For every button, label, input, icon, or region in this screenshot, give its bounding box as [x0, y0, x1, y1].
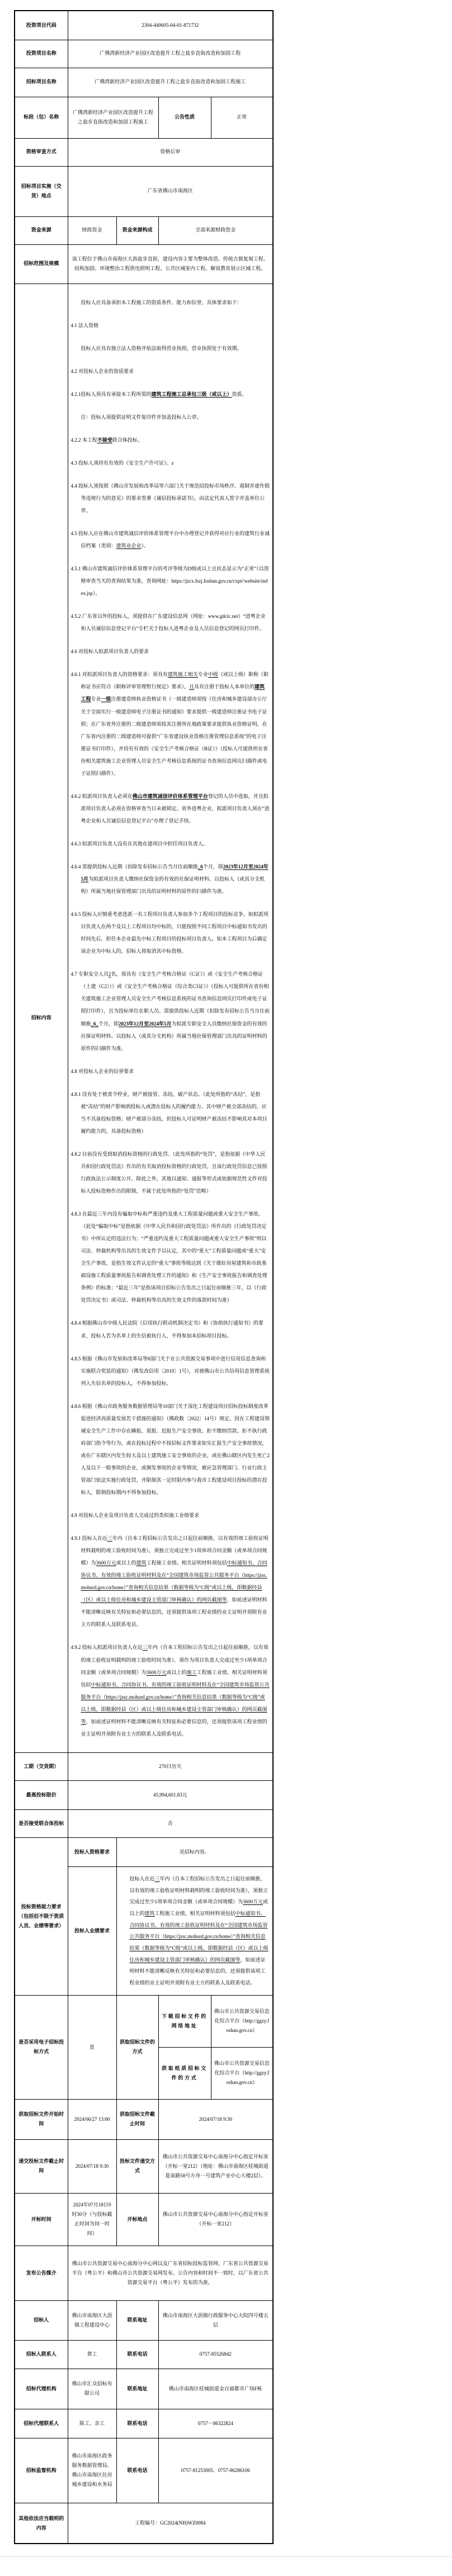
qualification-review-label: 资格审查方式 — [15, 138, 68, 166]
tenderer-contact-value: 黄工 — [68, 2340, 116, 2369]
doc-download-label: 下载招标文件的网络地址 — [158, 1995, 211, 2047]
agency-address-value: 佛山市南海区桂城街道金百福都市广场F栋 — [158, 2369, 273, 2409]
qualification-review-value: 资格后审 — [68, 138, 273, 166]
row-section-name — [15, 97, 273, 138]
agency-address-label: 联系地址 — [116, 2369, 158, 2409]
consortium-value: 否 — [68, 1809, 273, 1837]
bidder-qualification-label: 投标人资格要求 — [68, 1837, 116, 1866]
other-value: 工程编号：GC2024(NH)WZ0084 — [68, 2503, 273, 2544]
doc-method-label: 获取招标文件的方式 — [116, 1995, 158, 2099]
qualification-ability-label: 投标资格能力要求（包括但不限于资质人员、业绩等要求） — [15, 1837, 68, 1995]
scope-label: 招标范围及规模 — [15, 244, 68, 283]
e-bidding-value: 是 — [68, 1995, 116, 2099]
bid-opening-time-value: 2024年07月18日9时30分（与投标截止时间为同一时间） — [68, 2193, 116, 2246]
notice-nature-label: 公告性质 — [158, 97, 211, 138]
investment-code-value: 2304-440605-04-01-871732 — [68, 11, 273, 40]
row-doc-time — [15, 2099, 273, 2139]
row-e-bidding — [15, 1995, 273, 2047]
section-name-label: 标段（包）名称 — [15, 97, 68, 138]
row-agency — [15, 2369, 273, 2409]
duration-label: 工期（交货期） — [15, 1752, 68, 1780]
row-media — [15, 2246, 273, 2300]
doc-download-value: 佛山市公共资源交易信息化综合平台（http://ggzy.foshan.gov.cn） — [211, 1995, 273, 2047]
row-investment-code — [15, 11, 273, 40]
section-name-value: 广佛湾新经济产业园区改造提升工程之盐步直街改造和加固工程施工 — [68, 97, 158, 138]
investment-code-label: 投资项目代码 — [15, 11, 68, 40]
media-value: 佛山市公共资源交易中心南海分中心网以及广东省招标投标监管网、广东省公共资源交易平台（粤公平）和佛山市公共资源交易网发布。公告内容和时间不一致时，以广东省公共资源交易平台（粤公平）发布的为准。 — [68, 2246, 273, 2300]
agency-value: 佛山市汇众招标有限公司 — [68, 2369, 116, 2409]
row-bid-opening — [15, 2193, 273, 2246]
row-supervisor — [15, 2438, 273, 2503]
row-qualification-review — [15, 138, 273, 166]
row-location — [15, 166, 273, 216]
row-tender-content — [15, 283, 273, 1752]
submit-deadline-value: 2024/07/18 9:30 — [68, 2139, 116, 2193]
doc-start-value: 2024/06/27 13:00 — [68, 2099, 116, 2139]
row-agency-contact — [15, 2409, 273, 2438]
agency-phone-value: 0757－86322824 — [158, 2409, 273, 2438]
bid-opening-place-value: 佛山市公共资源交易中心南海分中心指定开标室（开标一室212） — [158, 2193, 273, 2246]
bidder-performance-value: 投标人在近三年内（自本工程招标公告发出之日起往前顺推，以有效的竣工验收证明材料载明的竣工验收时间为准），须独立完成过至少1项单项合同金额（或单项合同规模）为3600万元或以上的建筑工程施工业绩。相关证明材料须包括中标通知书、合同协议书、有效的竣工验收证明材料及在“全国建筑市场监管公共服务平台（https://jzsc.mohurd.gov.cn/home）”查询相关信息结果（数据等级为“C级”或以上级，即数据经县（区）或以上级住房和城乡建设主管部门审核确认）的网页截图等，如前述证明材料不能清晰反映有关特征和必要信息的，还须提供该项工程业绩的业主证明并须附有业主方的联系人及联系电话。 — [116, 1866, 273, 1995]
other-label: 其他依法应当载明的内容 — [15, 2503, 68, 2544]
bid-opening-place-label: 开标地点 — [116, 2193, 158, 2246]
tenderer-value: 佛山市南海区大沥镇工程建设中心 — [68, 2300, 116, 2340]
bidder-qualification-value: 见招标内容。 — [116, 1837, 273, 1866]
bid-opening-time-label: 开标时间 — [15, 2193, 68, 2246]
supervisor-value: 佛山市南海区政务服务数据管理局、佛山市南海区住房城乡建设和水务局 — [68, 2438, 116, 2503]
row-consortium — [15, 1809, 273, 1837]
row-submit-deadline — [15, 2139, 273, 2193]
agency-label: 招标代理机构 — [15, 2369, 68, 2409]
tender-name-value: 广佛湾新经济产业园区改造提升工程之盐步直街改造和加固工程施工 — [68, 68, 273, 97]
submit-method-label: 投标文件递交方式 — [116, 2139, 158, 2193]
page-bottom-separator — [0, 2556, 452, 2565]
row-max-price — [15, 1780, 273, 1809]
funding-value: 财政资金 — [68, 216, 116, 244]
investment-name-label: 投资项目名称 — [15, 40, 68, 68]
scope-value: 该工程位于佛山市南海区大沥盐步直街，建设内容主要为整体改造、传统古貌复刻工程、结构加固、环境整治工程供电照明工程、公共区域室内工程、解说教育展示区域工程。 — [68, 244, 273, 283]
submit-method-value: 佛山市公共资源交易中心南海分中心指定开标室（开标一室212）（地址：佛山市南海区桂城街道夏南路58号方舟一号建筑产业中心大楼2层）。 — [158, 2139, 273, 2193]
tender-name-label: 招标项目名称 — [15, 68, 68, 97]
tenderer-contact-label: 招标人联系人 — [15, 2340, 68, 2369]
investment-name-value: 广佛湾新经济产业园区改造提升工程之盐步直街改造和加固工程 — [68, 40, 273, 68]
doc-paper-value: 佛山市公共资源交易信息化综合平台（http://ggzy.foshan.gov.cn） — [211, 2047, 273, 2099]
location-label: 招标项目实施（交货）地点 — [15, 166, 68, 216]
row-funding — [15, 216, 273, 244]
funding-composition-value: 全部来源财政资金 — [158, 216, 273, 244]
doc-deadline-value: 2024/07/18 9:30 — [158, 2099, 273, 2139]
funding-label: 资金来源 — [15, 216, 68, 244]
funding-composition-label: 资金来源构成 — [116, 216, 158, 244]
supervisor-phone-label: 联系电话 — [116, 2438, 158, 2503]
tender-content-label: 招标内容 — [15, 283, 68, 1752]
supervisor-label: 招标监督机构 — [15, 2438, 68, 2503]
row-tender-name — [15, 68, 273, 97]
tenderer-phone-label: 联系电话 — [116, 2340, 158, 2369]
duration-value: 270日历天 — [68, 1752, 273, 1780]
location-value: 广东省佛山市南海区 — [68, 166, 273, 216]
tenderer-label: 招标人 — [15, 2300, 68, 2340]
consortium-label: 是否接受联合体投标 — [15, 1809, 68, 1837]
row-tenderer — [15, 2300, 273, 2340]
row-duration — [15, 1752, 273, 1780]
notice-nature-value: 正常 — [211, 97, 273, 138]
bidder-performance-label: 投标人业绩要求 — [68, 1866, 116, 1995]
tender-content-value: 投标人应具备承担本工程施工的资质条件、能力和信誉，具体要求如下： 4.1 法人资格 投标人应具有独立法人资格并依法取得营业执照，营业执照处于有效期。 4.2 对投标人企业的资质要求 4.2.1投标人须具有承接本工程所需的建筑工程施工总承包三级（或以上）资质。 注：投标人须提供证明文件复印件并加盖投标人公章。 4.2.2 本工程不接受联合体投标。 4.3 投标人须持有有效的《安全生产许可证》。z 4.4 投标人须按照《佛山市发展和改革局等六部门关于规范招投标市场秩序、遏制弄虚作假等违规行为的意见》的要求签署《诚信投标承诺书》，由法定代表人签字并盖单位公章。 4.5 投标人应在佛山市建筑诚信评价体系管理平台中办理登记并获得对应行业的建筑行业诚信档案（类别：建筑业企业）。 4.5.1 佛山市建筑诚信评价体系管理平台的考评等级为D级或以上且状态显示为“正常”（以资格审查当天的查询结果为准，查询网址：https://jzcx.fszj.foshan.gov.cn/cxpt//website/index.jsp）。 4.5.2 广东省以外的投标人，须提供在广东建设信息网（网址：www.gdcic.net）“进粤企业和人员诚信信息登记平台”专栏关于投标人进粤企业及人员信息登记的网页打印件。 4.6 对投标人拟派项目负责人的要求 4.6.1 对拟派项目负责人的资格要求：须具有建筑施工相关专业中级（或以上级）职称（职称证书应符合《职称评审管理暂行规定》要求），且具有注册于投标人本单位的建筑工程专业一级注册建造师执业资格证书（一级建造师须按《住房和城乡建设部办公厅关于全面实行一级建造师电子注册证书的通知》要求提供一级建造师注册证书电子证照；在广东省外注册的二级建造师须按其注册所在地政策要求提供执业资格证明，在广东省内注册的二级建造师可提供“广东省建设执业资格注册管理信息系统”的电子注册证书打印件），并持有有效的《安全生产考核合格证（B证）》（投标人可提供所在省份相关建筑施工企业管理人员安全生产考核信息系统的证书查询信息网页扫描件或电子证照扫描件）。 4.6.2 拟派项目负责人必须在佛山市建筑诚信评价体系管理平台登记的人员中选取，并且拟派项目负责人必须在资格审查当日未被锁定。省外进粤企业，拟派项目负责人须在“进粤企业和人员诚信信息登记平台”办理了登记手续。 4.6.3 拟派项目负责人没有在其他在建项目中担任项目负责人。 4.6.4 需提供投标人近期（扣除发布招标公告当月往前顺推_6个月，即2023年12月至2024年5月为拟派项目负责人缴纳社保资金的有效的社保证明材料。以投标人（或其分支机构）所属当地社保管理部门出具的证明材料的原件的扫描件为准。 4.6.5 投标人应慎重考虑选派一名工程项目负责人参加多个工程项目的投标竞争，如拟派项目负责人在两个及以上工程项目均中标的，只能按照不同工程项目中标通知书发出的时间先后，担任本企业最先中标工程项目的投标项目负责人。如本工程项目为后确定该企业为中标人的，招标人将取消其中标资格。 4.7 专职安全人员2名，须具有《安全生产考核合格证（C证）》或《安全生产考核合格证（土建（C2））》或《安全生产考核合格证（综合类C3证）》（投标人可提供所在省份相关建筑施工企业管理人员安全生产考核信息系统的证书查询信息网页打印件或电子证照打印件），且为投标单位在职人员。需提供投标人近期（扣除发布招标公告当月往前顺推_6_个月，即2023年12月至2024年5月为拟派专职安全人员缴纳社保资金的有效的社保证明材料。以投标人（或其分支机构）所属当地社保管理部门出具的证明材料的原件的扫描件为准。 4.8 对投标人企业的信誉要求 4.8.1 没有处于被责令停业，财产被接管、冻结，破产状态。（此处所指的“冻结”，是指被“冻结”的财产影响到投标人或潜在投标人的履约能力。其中财产被全部冻结的，应当不具备投标资格；财产被部分冻结，但投标人可证明财产被冻结不影响其对本项目履约能力的，具备投标资格） 4.8.2 目前没有受到取消投标资格的行政处罚。（此处所指的“处罚”，是指依据《中华人民共和国行政处罚法》作出的有关取消投标资格的行政处罚，且该行政处罚信息已按照行政执法公示制度公开，除此之外，其他以通知、通报等形式或依据规范性文件对投标人投标资格作出的限制，不属于此处所指的“处罚”范畴） 4.8.3 在最近三年内没有骗取中标和严重违约及重大工程质量问题或重大安全生产事故。（此处“骗取中标”是指依据《中华人民共和国行政处罚法》所作出的《行政处罚决定书》中所认定的违法行为；“严重违约及重大工程质量问题或重大安全生产事故”则以司法、仲裁机构等出具的生效文件予以认定，其中的“重大”工程质量问题或“重大”安全生产事故，是指生效文件认定的“重大”事故等级达到《关于做好房屋建筑和市政基础设施工程质量事故报告和调查处理工作的通知》和《生产安全事故报告和调查处理条例》的标准；“最近三年”是指该项目招标公告发出之日起往前顺推三年，以《行政处罚决定书》或司法、仲裁机构等出具的生效文件的落款时间为准） 4.8.4 根据佛山市中级人民法院《启用执行联动机制决定书》和《协助执行通知书》的要求，投标人若为名单上的失信被执行人，不得参加本招标项目投标。 4.8.5 根据《佛山市发展和改革局等8部门关于在公共资源交易事项中进行信用信息查询和实施联合奖惩的通知》（佛发改信用〔2019〕1号），对被佛山市公共信用信息管理系统列入失信名单的投标人，不得参加投标。 4.8.6 根据《佛山市政务服务数据管理局等10部门关于深化工程建设项目招标投标制度改革促进经济高质量发展若干措施的通知》（佛政数〔2022〕14号）规定，因在工程建设领域安全生产工作中存在瞒报、谎报、迟报生产安全事故、拒不缴纳罚款、拒不执行政府部门指令等行为，或在投标过程中不按招标文件要求如实汇报生产安全事故情况，或在广东辖区内发生较大及以上建筑施工安全事故的企业，或在佛山辖区内发生死亡2人及以下一般事故的企业，或频发事故的企业等情况，被应急管理部门、行业行政主管部门依法实施行政处罚，并限制其一定时限内参与我市工程建设项目投标的潜在投标人，限制投标期内不得参加投标。 4.9 对投标人企业及项目负责人完成过的类似施工业绩要求 4.9.1 投标人在近三年内（自本工程招标公告发出之日起往前顺推，以有效的竣工验收证明材料载明的竣工验收时间为准），须独立完成过至少1项单项合同金额（或单项合同规模）为3600万元或以上的建筑工程施工业绩。相关证明材料须包括中标通知书、合同协议书、有效的竣工验收证明材料及在“全国建筑市场监管公共服务平台（https://jzsc.mohurd.gov.cn/home）”查询相关信息结果（数据等级为“C级”或以上级，即数据经县（区）或以上级住房和城乡建设主管部门审核确认）的网页截图等，如前述证明材料不能清晰反映有关特征和必要信息的，还须提供该项工程业绩的业主证明并须附有业主方的联系人及联系电话。 4.9.2 投标人拟派项目负责人在近三年内（自本工程招标公告发出之日起往前顺推，以有效的竣工验收证明载明的竣工验收时间为准），须作为项目负责人完成过至少1项单项合同金额（或单项合同规模）为3600万元或以上的施工工程施工业绩。相关证明材料须包括中标通知书、合同协议书、有效的竣工验收证明材料及在“全国建筑市场监管公共服务平台（https://jzsc.mohurd.gov.cn/home）”查询相关信息结果（数据等级为“C级”或以上级，即数据经县（区）或以上级住房和城乡建设主管部门审核确认）的网页截图等，如前述证明材料不能清晰反映有关特征和必要信息的，还须提供该项工程业绩的业主证明并须附有业主方的联系人及联系电话。 — [68, 283, 273, 1752]
agency-contact-label: 招标代理联系人 — [15, 2409, 68, 2438]
max-price-value: 45,994,601.83元 — [68, 1780, 273, 1809]
supervisor-phone-value: 0757-81253005、0757-86286106 — [158, 2438, 273, 2503]
row-scope — [15, 244, 273, 283]
tenderer-phone-value: 0757-85526842 — [158, 2340, 273, 2369]
max-price-label: 最高投标限价 — [15, 1780, 68, 1809]
agency-contact-value: 陈工、余工 — [68, 2409, 116, 2438]
tender-announcement-table — [14, 10, 274, 2544]
submit-deadline-label: 递交投标文件截止时间 — [15, 2139, 68, 2193]
tender-announcement-page — [0, 10, 452, 2565]
row-investment-name — [15, 40, 273, 68]
e-bidding-label: 是否采用电子招标投标方式 — [15, 1995, 68, 2099]
tenderer-address-value: 佛山市南海区大沥镇行政服务中心大院四号楼五层 — [158, 2300, 273, 2340]
row-other — [15, 2503, 273, 2544]
doc-start-label: 获取招标文件开始时间 — [15, 2099, 68, 2139]
row-qualification-requirement — [15, 1837, 273, 1866]
tenderer-address-label: 联系地址 — [116, 2300, 158, 2340]
media-label: 发布公告媒介 — [15, 2246, 68, 2300]
agency-phone-label: 联系电话 — [116, 2409, 158, 2438]
doc-paper-label: 获取纸质招标文件的方式 — [158, 2047, 211, 2099]
doc-deadline-label: 获取招标文件截止时间 — [116, 2099, 158, 2139]
row-tenderer-contact — [15, 2340, 273, 2369]
